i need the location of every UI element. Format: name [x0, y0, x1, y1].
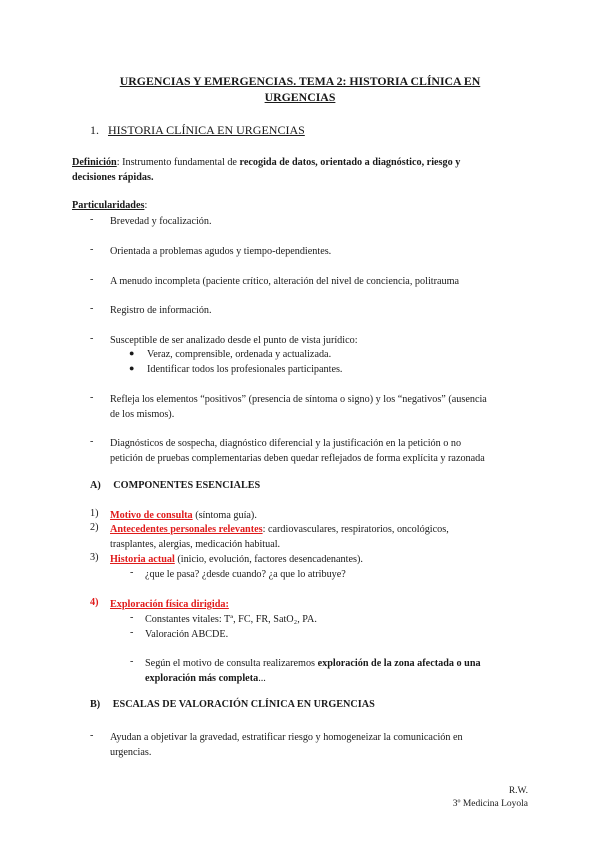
- section-b-line-2: urgencias.: [110, 747, 152, 758]
- sub-list-item: ¿que le pasa? ¿desde cuando? ¿a que lo atribuye?: [145, 569, 346, 580]
- dash: -: [90, 303, 94, 314]
- section-b-line-1: Ayudan a objetivar la gravedad, estratificar riesgo y homogeneizar la comunicación en: [110, 732, 463, 743]
- bullet-icon: ●: [129, 363, 135, 373]
- list-item: [110, 552, 525, 567]
- dash: -: [90, 214, 94, 225]
- list-item: [110, 730, 525, 760]
- item-red-label: Motivo de consulta: [110, 510, 193, 521]
- item-rest: (inicio, evolución, factores desencadenantes).: [174, 554, 363, 565]
- motivo-bold-2: exploración más completa: [145, 673, 259, 684]
- sub-list-item: [145, 656, 525, 686]
- definition-bold-2: decisiones rápidas.: [72, 172, 154, 183]
- section-1-number: 1.: [90, 123, 99, 137]
- item-rest: : cardiovasculares, respiratorios, oncológicos,: [262, 524, 449, 535]
- item-number: 2): [90, 522, 99, 533]
- particularidades-colon: :: [144, 200, 148, 211]
- section-b-label: B): [90, 699, 101, 710]
- item-number: 3): [90, 552, 99, 563]
- list-item-line-1: Diagnósticos de sospecha, diagnóstico diferencial y la justificación en la petición o no: [110, 438, 462, 449]
- dash: -: [130, 567, 134, 578]
- list-item: [110, 597, 525, 612]
- title-line-1: URGENCIAS Y EMERGENCIAS. TEMA 2: HISTORIA CLÍNICA EN: [119, 74, 481, 88]
- dash: -: [130, 656, 134, 667]
- list-item: Registro de información.: [110, 305, 212, 316]
- footer-initials: R.W.: [508, 786, 528, 796]
- dash: -: [90, 274, 94, 285]
- section-b-list: [0, 730, 600, 758]
- section-b-title: ESCALAS DE VALORACIÓN CLÍNICA EN URGENCIAS: [112, 699, 375, 710]
- definition-text: : Instrumento fundamental de: [116, 157, 240, 168]
- list-item: [110, 508, 525, 523]
- section-b-heading: [90, 699, 375, 710]
- item-red-label: Historia actual: [110, 554, 175, 565]
- list-item-line-2: petición de pruebas complementarias deben quedar reflejados de forma explícita y razonada: [110, 453, 485, 464]
- particularidades-label: Particularidades: [72, 200, 145, 211]
- list-item: A menudo incompleta (paciente crítico, alteración del nivel de conciencia, politrauma: [110, 276, 460, 287]
- motivo-end: ...: [258, 673, 266, 684]
- section-a-title: COMPONENTES ESENCIALES: [113, 480, 261, 491]
- item-rest: (síntoma guía).: [192, 510, 257, 521]
- dash: -: [130, 612, 134, 623]
- list-item: [110, 392, 525, 422]
- title-line-2: URGENCIAS: [264, 90, 336, 104]
- item-red-label: Antecedentes personales relevantes: [110, 524, 263, 535]
- list-item: Brevedad y focalización.: [110, 216, 212, 227]
- page-title: [60, 73, 540, 105]
- sub-list-item: Valoración ABCDE.: [145, 629, 229, 640]
- list-item-line-2: de los mismos).: [110, 409, 175, 420]
- dash: -: [90, 436, 94, 447]
- list-item: Susceptible de ser analizado desde el punto de vista jurídico:: [110, 335, 358, 346]
- components-list: [0, 508, 600, 684]
- list-item: [110, 436, 525, 466]
- definition-paragraph: [72, 155, 532, 185]
- dash: -: [90, 333, 94, 344]
- bullet-icon: ●: [129, 348, 135, 358]
- footer-course: 3º Medicina Loyola: [452, 799, 528, 809]
- list-item: [110, 522, 525, 552]
- sub-list-item: Identificar todos los profesionales participantes.: [147, 364, 343, 375]
- dash: -: [90, 392, 94, 403]
- dash: -: [130, 627, 134, 638]
- section-1-heading: [90, 123, 305, 138]
- particularidades-heading: [72, 200, 147, 211]
- footer: [453, 785, 528, 811]
- item-number: 4): [90, 597, 99, 608]
- motivo-text: Según el motivo de consulta realizaremos: [145, 658, 318, 669]
- item-number: 1): [90, 508, 99, 519]
- definition-label: Definición: [72, 157, 117, 168]
- particularidades-list: [0, 214, 600, 464]
- list-item-line-1: Refleja los elementos “positivos” (presencia de síntoma o signo) y los “negativos” (ausencia: [110, 394, 487, 405]
- item-line-2: trasplantes, alergias, medicación habitual.: [110, 539, 281, 550]
- section-1-title: HISTORIA CLÍNICA EN URGENCIAS: [108, 123, 305, 137]
- dash: -: [90, 730, 94, 741]
- dash: -: [90, 244, 94, 255]
- list-item: Orientada a problemas agudos y tiempo-dependientes.: [110, 246, 332, 257]
- section-a-heading: [90, 480, 260, 491]
- sub-list-item: Constantes vitales: Tª, FC, FR, SatO₂, PA.: [145, 614, 317, 625]
- section-a-label: A): [90, 480, 101, 491]
- definition-bold-1: recogida de datos, orientado a diagnóstico, riesgo y: [239, 157, 461, 168]
- motivo-bold: exploración de la zona afectada o una: [317, 658, 481, 669]
- sub-list-item: Veraz, comprensible, ordenada y actualizada.: [147, 349, 332, 360]
- item-red-label: Exploración física dirigida:: [110, 599, 229, 610]
